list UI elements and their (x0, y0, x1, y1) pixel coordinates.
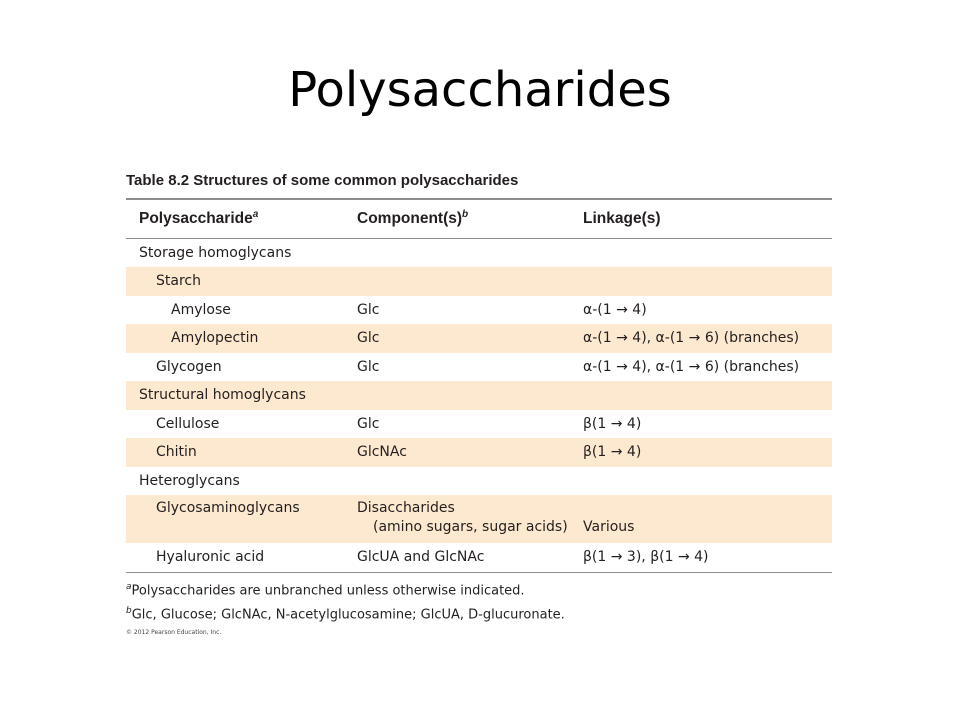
copyright-notice: © 2012 Pearson Education, Inc. (126, 628, 222, 636)
row-name: Heteroglycans (139, 472, 240, 489)
row-name: Storage homoglycans (139, 244, 292, 261)
table-bottom-rule (126, 572, 832, 574)
table-row (126, 495, 832, 543)
row-name: Amylopectin (171, 330, 259, 347)
row-component: GlcUA and GlcNAc (357, 549, 485, 566)
table-caption: Table 8.2 Structures of some common polysaccharides (126, 172, 519, 189)
table-row (126, 543, 832, 572)
row-component: Glc (357, 358, 380, 375)
table-footnotes (126, 577, 832, 626)
row-name: Starch (156, 273, 201, 290)
footnote-b-mark: b (126, 606, 132, 617)
table-row (126, 467, 832, 496)
header-polysaccharide (126, 209, 357, 228)
row-linkage: α-(1 → 4) (583, 301, 647, 318)
row-component: Glc (357, 330, 380, 347)
table-row (126, 381, 832, 410)
row-linkage: β(1 → 3), β(1 → 4) (583, 549, 709, 566)
header-linkages (583, 210, 832, 228)
header-polysaccharide-label: Polysaccharide (139, 210, 253, 228)
table-row (126, 410, 832, 439)
row-name: Hyaluronic acid (156, 549, 265, 566)
row-linkage: α-(1 → 4), α-(1 → 6) (branches) (583, 358, 800, 375)
row-name: Glycosaminoglycans (156, 500, 300, 516)
row-linkage: α-(1 → 4), α-(1 → 6) (branches) (583, 330, 800, 347)
row-component: Glc (357, 415, 380, 432)
footnote-mark-b: b (462, 208, 469, 220)
row-linkage: Various (583, 519, 635, 535)
footnote-b-text: Glc, Glucose; GlcNAc, N-acetylglucosamine; GlcUA, D-glucuronate. (131, 607, 565, 623)
row-component: GlcNAc (357, 444, 407, 461)
row-name: Structural homoglycans (139, 387, 306, 404)
table-row (126, 324, 832, 353)
polysaccharide-table (126, 170, 832, 639)
header-linkages-label: Linkage(s) (583, 209, 661, 227)
footnote-b (126, 601, 832, 625)
row-component-line1: Disaccharides (357, 500, 455, 516)
row-component (357, 495, 583, 537)
table-row (126, 353, 832, 382)
table-row (126, 267, 832, 296)
table-row (126, 296, 832, 325)
slide-title: Polysaccharides (288, 62, 672, 118)
row-component: Glc (357, 301, 380, 318)
table-header-row (126, 200, 832, 238)
footnote-mark-a: a (252, 208, 259, 220)
header-components (357, 209, 583, 228)
row-name: Cellulose (156, 415, 220, 432)
row-linkage: β(1 → 4) (583, 444, 642, 461)
footnote-a (126, 577, 832, 601)
footnote-a-mark: a (126, 582, 132, 592)
row-name: Chitin (156, 444, 197, 461)
row-linkage: β(1 → 4) (583, 415, 642, 432)
table-row (126, 438, 832, 467)
row-name: Amylose (171, 301, 231, 318)
row-name: Glycogen (156, 358, 222, 375)
header-components-label: Component(s) (357, 210, 463, 228)
footnote-a-text: Polysaccharides are unbranched unless otherwise indicated. (131, 583, 525, 599)
table-row (126, 239, 832, 268)
row-component-line2: (amino sugars, sugar acids) (373, 519, 568, 535)
